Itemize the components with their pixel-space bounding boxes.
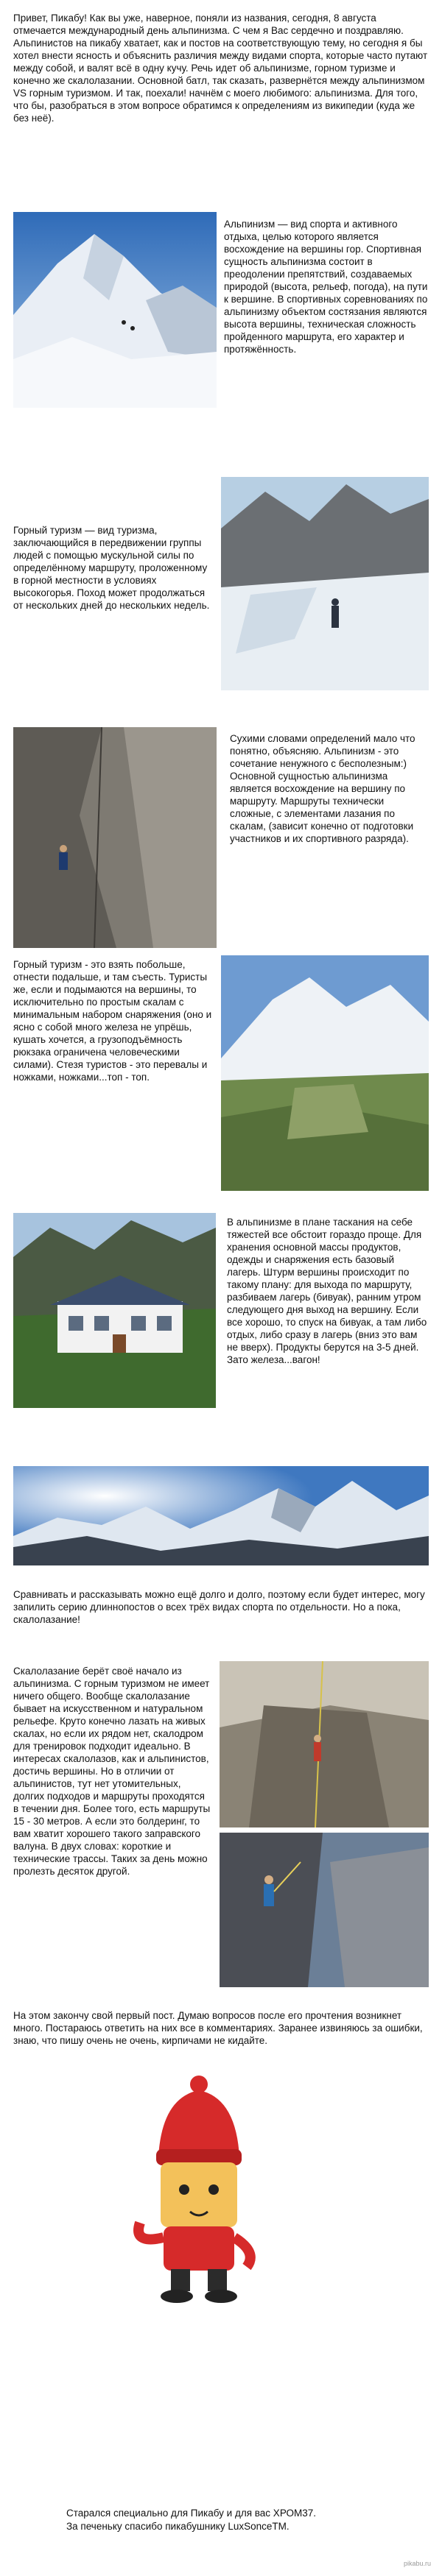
photo-climbing-bottom [220,1833,429,1987]
photo-snowy-peak [13,212,217,408]
alpinism-explanation-text: В альпинизме в плане таскания на себе тяжестей все обстоит гораздо проще. Для хранения основной массы продуктов, одежды и снаряжения есть базовый лагерь. Штурм вершины происходит по такому плану: для выхода по маршруту, разбиваем лагерь (бивуак), ранним утром следующего дня выход на вершину. Если все хорошо, то спуск на бивуак, а там либо отдых, либо сразу в лагерь (вниз это вам не вверх). Продукты берутся на 3-5 дней. Зато железа...вагон! [227,1217,427,1365]
def-tourism-text: Горный туризм — вид туризма, заключающийся в передвижении группы людей с помощью мускульной силы по определённому маршруту, проложенному в горной местности в условиях высокогорья. Поход может продолжаться от нескольких дней до нескольких недель. [13,525,210,611]
tourism-explanation-text: Горный туризм - это взять побольше, отнести подальше, и там съесть. Туристы же, если и подымаются на вершины, то исключительно по простым скалам с минимальным набором снаряжения (оно и ясно с собой много железа не упрёшь, кушать хочется, а грузоподъёмность рюкзака ограничена человеческими силами). Стезя туристов - это перевалы и ножками, ножками...топ - топ. [13,959,212,1083]
pikabu-watermark: pikabu.ru [404,2560,432,2567]
compare-text: Сравнивать и рассказывать можно ещё долго и долго, поэтому если будет интерес, могу запилить серию длиннопостов о всех трёх видах спорта по отдельности. Но а пока, скалолазание! [13,1589,425,1625]
intro-text: Привет, Пикабу! Как вы уже, наверное, поняли из названия, сегодня, 8 августа отмечается международный день альпинизма. С чем я Вас сердечно и поздравляю. Альпинистов на пикабу хватает, как и постов на соответствующую тему, но сегодня я бы хотел внести ясность и объяснить различия между видами спорта, которые часто путают между собой, и валят всё в одну кучу. Речь идет об альпинизме, горном туризме и конечно же скалолазании. Основной батл, так сказать, развернётся между альпинизмом VS горным туризмом. И так, поехали! начнём с моего любимого: альпинизма. Для того, что бы, разобраться в этом вопросе обратимся к определениям из википедии (куда же без неё). [13,13,428,124]
simple-words-text: Сухими словами определений мало что понятно, объясняю. Альпинизм - это сочетание ненужного с бесполезным:) Основной сущностью альпинизма является восхождение на вершину по маршруту. Маршруты технически сложные, с элементами лазания по скалам, (зависит конечно от подготовки участников и их спортивного разряда). [230,733,415,844]
photo-mountain-panorama [13,1466,429,1565]
mascot-illustration [118,2068,280,2311]
photo-climbing-top [220,1661,429,1827]
photo-glacier-hiker [221,477,429,690]
climbing-text: Скалолазание берёт своё начало из альпинизма. С горным туризмом не имеет ничего общего. Вообще скалолазание бывает на искусственном и натуральном рельефе. Круто конечно лазать на живых скалах, но если их рядом нет, скалодром для тренировок подходит идеально. В интересах скалолазов, как и альпинистов, достичь вершины. Но в отличии от альпинистов, тут нет утомительных, долгих подходов и маршруты проходятся в течении дня. Более того, есть маршруты 15 - 30 метров. А если это болдеринг, то вам хватит хорошего такого заправского валуна. В двух словах: короткие и технические трассы. Таких за день можно пролезть десяток другой. [13,1666,211,1877]
photo-base-camp [13,1213,216,1408]
photo-rock-climber [13,727,217,948]
credits-line-1: Старался специально для Пикабу и для вас ХРОМ37. [66,2508,317,2519]
photo-mountain-valley [221,955,429,1191]
def-alpinism-text: Альпинизм — вид спорта и активного отдыха, целью которого является восхождение на вершины гор. Спортивная сущность альпинизма состоит в преодолении препятствий, создаваемых природой (высота, рельеф, погода), на пути к вершине. В спортивных соревнованиях по альпинизму объектом состязания являются высота вершины, техническая сложность пройденного маршрута, его характер и протяжённость. [224,219,428,355]
outro-text: На этом закончу свой первый пост. Думаю вопросов после его прочтения возникнет много. Постараюсь ответить на них все в комментариях. Заранее извиняюсь за ошибки, знаю, что пишу очень не очень, кирпичами не кидайте. [13,2010,423,2046]
credits-line-2: За печеньку спасибо пикабушнику LuxSonceTM. [66,2521,290,2532]
